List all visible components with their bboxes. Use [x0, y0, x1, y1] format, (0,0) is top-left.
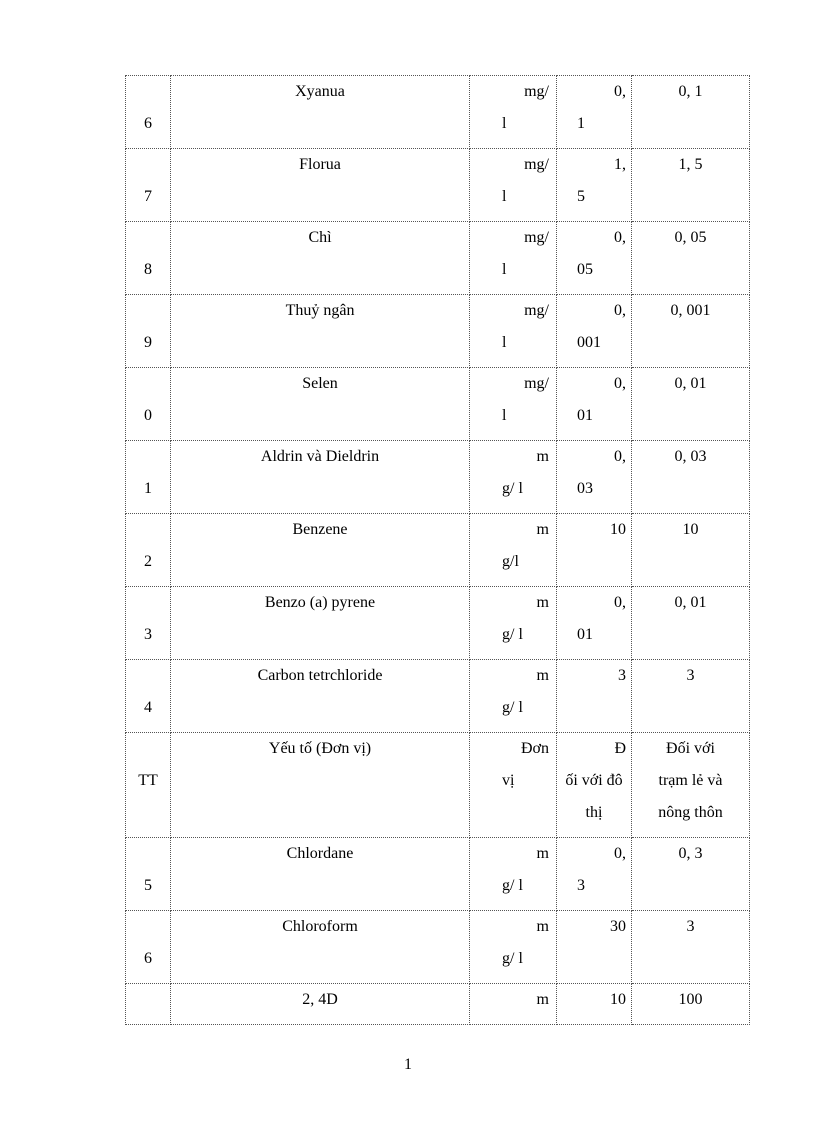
unit-cell: m g/ l [470, 660, 557, 733]
unit-cell: mg/ l [470, 76, 557, 149]
table-row [126, 838, 750, 911]
row-number: 0 [126, 368, 171, 441]
row-number: 1 [126, 441, 171, 514]
parameter-name: Selen [171, 368, 470, 441]
table-row [126, 984, 750, 1025]
header-rural: Đối với trạm lẻ và nông thôn [632, 733, 750, 838]
row-number: 6 [126, 911, 171, 984]
parameter-name: Benzo (a) pyrene [171, 587, 470, 660]
unit-cell: mg/ l [470, 149, 557, 222]
row-number: 9 [126, 295, 171, 368]
urban-limit: 0, 03 [557, 441, 632, 514]
table-row [126, 149, 750, 222]
row-number: 5 [126, 838, 171, 911]
urban-limit: 0, 05 [557, 222, 632, 295]
page-number: 1 [404, 1056, 412, 1073]
unit-cell: m g/ l [470, 838, 557, 911]
parameter-name: Thuỷ ngân [171, 295, 470, 368]
rural-limit: 0, 001 [632, 295, 750, 368]
parameter-name: Xyanua [171, 76, 470, 149]
row-number: 3 [126, 587, 171, 660]
rural-limit: 0, 01 [632, 587, 750, 660]
table-row [126, 295, 750, 368]
unit-cell: m [470, 984, 557, 1025]
rural-limit: 0, 03 [632, 441, 750, 514]
rural-limit: 0, 05 [632, 222, 750, 295]
parameter-name: Chì [171, 222, 470, 295]
parameter-name: Benzene [171, 514, 470, 587]
row-number [126, 984, 171, 1025]
row-number: 6 [126, 76, 171, 149]
row-number: 2 [126, 514, 171, 587]
table-row [126, 222, 750, 295]
urban-limit: 30 [557, 911, 632, 984]
table-row [126, 911, 750, 984]
rural-limit: 100 [632, 984, 750, 1025]
urban-limit: 3 [557, 660, 632, 733]
unit-cell: mg/ l [470, 368, 557, 441]
table-header-row [126, 733, 750, 838]
unit-cell: mg/ l [470, 222, 557, 295]
table-row [126, 514, 750, 587]
rural-limit: 0, 1 [632, 76, 750, 149]
unit-cell: m g/ l [470, 911, 557, 984]
row-number: 7 [126, 149, 171, 222]
header-unit: Đơn vị [470, 733, 557, 838]
table-row [126, 76, 750, 149]
water-quality-table [125, 75, 750, 1025]
parameter-name: Carbon tetrchloride [171, 660, 470, 733]
parameter-name: 2, 4D [171, 984, 470, 1025]
rural-limit: 0, 01 [632, 368, 750, 441]
urban-limit: 0, 1 [557, 76, 632, 149]
parameter-name: Chloroform [171, 911, 470, 984]
table-row [126, 441, 750, 514]
row-number: 4 [126, 660, 171, 733]
table-row [126, 660, 750, 733]
rural-limit: 3 [632, 911, 750, 984]
header-tt: TT [126, 733, 171, 838]
header-parameter: Yếu tố (Đơn vị) [171, 733, 470, 838]
header-urban: Đ ối với đô thị [557, 733, 632, 838]
parameter-name: Aldrin và Dieldrin [171, 441, 470, 514]
rural-limit: 0, 3 [632, 838, 750, 911]
rural-limit: 1, 5 [632, 149, 750, 222]
rural-limit: 10 [632, 514, 750, 587]
unit-cell: mg/ l [470, 295, 557, 368]
urban-limit: 0, 01 [557, 368, 632, 441]
urban-limit: 10 [557, 984, 632, 1025]
urban-limit: 1, 5 [557, 149, 632, 222]
table-row [126, 587, 750, 660]
rural-limit: 3 [632, 660, 750, 733]
urban-limit: 10 [557, 514, 632, 587]
unit-cell: m g/ l [470, 587, 557, 660]
unit-cell: m g/l [470, 514, 557, 587]
parameter-name: Chlordane [171, 838, 470, 911]
parameter-name: Florua [171, 149, 470, 222]
table-row [126, 368, 750, 441]
unit-cell: m g/ l [470, 441, 557, 514]
urban-limit: 0, 01 [557, 587, 632, 660]
urban-limit: 0, 3 [557, 838, 632, 911]
row-number: 8 [126, 222, 171, 295]
urban-limit: 0, 001 [557, 295, 632, 368]
